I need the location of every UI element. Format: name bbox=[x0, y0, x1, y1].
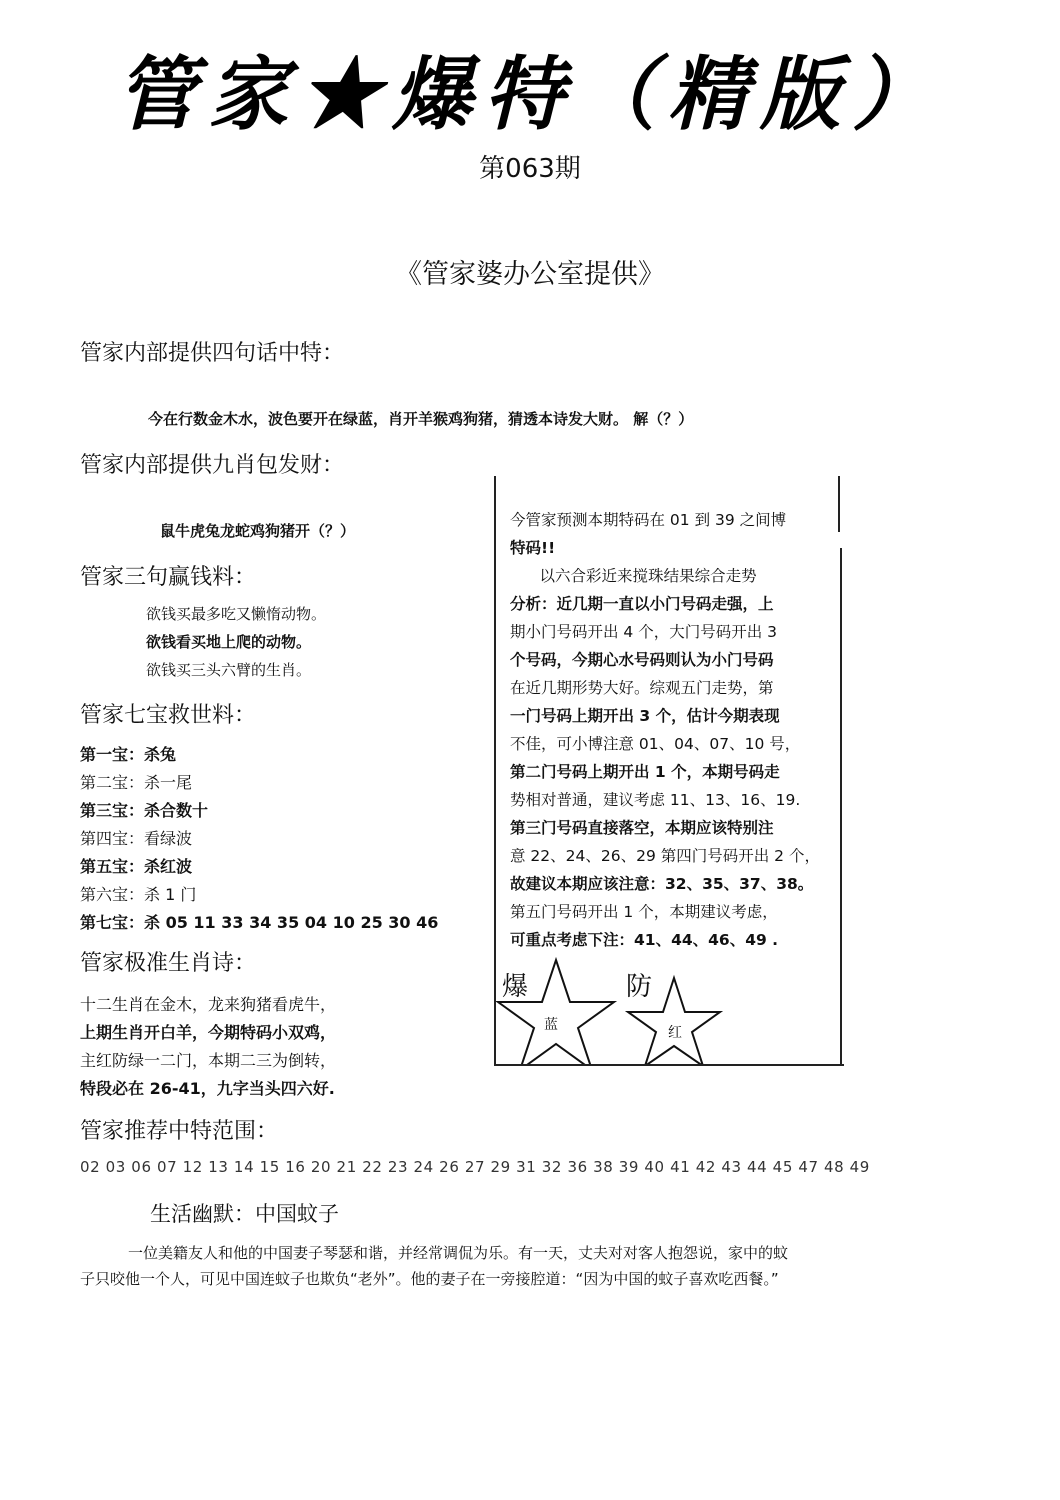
treasure-value: 杀红波 bbox=[144, 857, 193, 876]
treasure-label: 第三宝： bbox=[80, 801, 145, 820]
treasure-item bbox=[80, 910, 438, 933]
panel-line: 在近几期形势大好。综观五门走势，第 bbox=[510, 679, 774, 697]
three-sentences-heading: 管家三句赢钱料： bbox=[80, 565, 257, 590]
treasure-label: 第四宝： bbox=[80, 829, 145, 848]
provider-line: 《管家婆办公室提供》 bbox=[395, 259, 665, 290]
panel-line: 不佳，可小博注意 01、04、07、10 号， bbox=[510, 735, 801, 753]
treasure-label: 第一宝： bbox=[80, 745, 145, 764]
three-sentences-line: 欲钱看买地上爬的动物。 bbox=[146, 633, 312, 651]
poem-line: 上期生肖开白羊，今期特码小双鸡， bbox=[80, 1023, 337, 1042]
bao-label: 爆 bbox=[502, 972, 529, 1002]
fang-star-icon bbox=[622, 974, 732, 1064]
panel-line: 分析：近几期一直以小门号码走强，上 bbox=[510, 595, 774, 613]
range-heading: 管家推荐中特范围： bbox=[80, 1119, 279, 1144]
treasure-item bbox=[80, 770, 192, 793]
treasure-value: 杀 05 11 33 34 35 04 10 25 30 46 bbox=[144, 913, 439, 932]
panel-line: 今管家预测本期特码在 01 到 39 之间博 bbox=[510, 511, 787, 529]
treasure-label: 第七宝： bbox=[80, 913, 145, 932]
treasure-item bbox=[80, 854, 192, 877]
treasure-value: 杀一尾 bbox=[144, 773, 193, 792]
fang-star-text: 红 bbox=[668, 1025, 682, 1041]
panel-line: 期小门号码开出 4 个，大门号码开出 3 bbox=[510, 623, 778, 641]
humor-line: 子只咬他一个人，可见中国连蚊子也欺负“老外”。他的妻子在一旁接腔道：“因为中国的蚊子喜欢吃西餐。” bbox=[80, 1270, 779, 1288]
page-title: 管家★爆特（精版） bbox=[116, 47, 944, 141]
treasure-value: 杀兔 bbox=[144, 745, 177, 764]
treasure-item bbox=[80, 798, 208, 821]
treasure-label: 第六宝： bbox=[80, 885, 145, 904]
panel-line: 意 22、24、26、29 第四门号码开出 2 个， bbox=[510, 847, 820, 865]
poem-heading: 管家极准生肖诗： bbox=[80, 951, 257, 976]
three-sentences-line: 欲钱买最多吃又懒惰动物。 bbox=[146, 605, 327, 623]
fang-label: 防 bbox=[626, 972, 653, 1002]
range-numbers: 02 03 06 07 12 13 14 15 16 20 21 22 23 24 26 27 29 31 32 36 38 39 40 41 42 43 44 45 47 48 49 bbox=[80, 1158, 870, 1176]
panel-line: 可重点考虑下注：41、44、46、49 . bbox=[510, 931, 779, 949]
bao-star-text: 蓝 bbox=[544, 1017, 558, 1033]
panel-line: 第三门号码直接落空，本期应该特别注 bbox=[510, 819, 774, 837]
poem-line: 主红防绿一二门，本期二三为倒转， bbox=[80, 1051, 337, 1070]
treasure-value: 杀合数十 bbox=[144, 801, 209, 820]
four-sentences-heading: 管家内部提供四句话中特： bbox=[80, 341, 345, 366]
forecast-panel bbox=[494, 476, 844, 1066]
humor-heading: 生活幽默：中国蚊子 bbox=[150, 1202, 339, 1226]
nine-zodiac-heading: 管家内部提供九肖包发财： bbox=[80, 453, 345, 478]
treasure-value: 看绿波 bbox=[144, 829, 193, 848]
poem-line: 十二生肖在金木，龙来狗猪看虎牛， bbox=[80, 995, 337, 1014]
treasure-value: 杀 1 门 bbox=[144, 885, 197, 904]
nine-zodiac-text: 鼠牛虎兔龙蛇鸡狗猪开（？） bbox=[160, 522, 356, 540]
treasure-item bbox=[80, 826, 192, 849]
panel-line: 以六合彩近来搅珠结果综合走势 bbox=[510, 567, 757, 585]
panel-line: 一门号码上期开出 3 个，估计今期表现 bbox=[510, 707, 780, 725]
treasure-item bbox=[80, 742, 176, 765]
treasure-label: 第二宝： bbox=[80, 773, 145, 792]
panel-line: 第五门号码开出 1 个，本期建议考虑， bbox=[510, 903, 778, 921]
seven-treasures-heading: 管家七宝救世料： bbox=[80, 703, 257, 728]
three-sentences-line: 欲钱买三头六臂的生肖。 bbox=[146, 661, 312, 679]
treasure-item bbox=[80, 882, 196, 905]
panel-line: 故建议本期应该注意：32、35、37、38。 bbox=[510, 875, 814, 893]
treasure-label: 第五宝： bbox=[80, 857, 145, 876]
panel-line: 势相对普通，建议考虑 11、13、16、19. bbox=[510, 791, 801, 809]
panel-line: 第二门号码上期开出 1 个，本期号码走 bbox=[510, 763, 780, 781]
bao-star-icon bbox=[496, 954, 636, 1064]
four-sentences-text: 今在行数金木水，波色要开在绿蓝，肖开羊猴鸡狗猪，猜透本诗发大财。 解（？） bbox=[148, 410, 694, 428]
panel-line: 个号码，今期心水号码则认为小门号码 bbox=[510, 651, 774, 669]
panel-line: 特码!! bbox=[510, 539, 556, 557]
poem-line: 特段必在 26-41，九字当头四六好. bbox=[80, 1079, 335, 1098]
issue-number: 第063期 bbox=[479, 154, 581, 184]
humor-line: 一位美籍友人和他的中国妻子琴瑟和谐，并经常调侃为乐。有一天，丈夫对对客人抱怨说，家中的蚊 bbox=[128, 1244, 789, 1262]
